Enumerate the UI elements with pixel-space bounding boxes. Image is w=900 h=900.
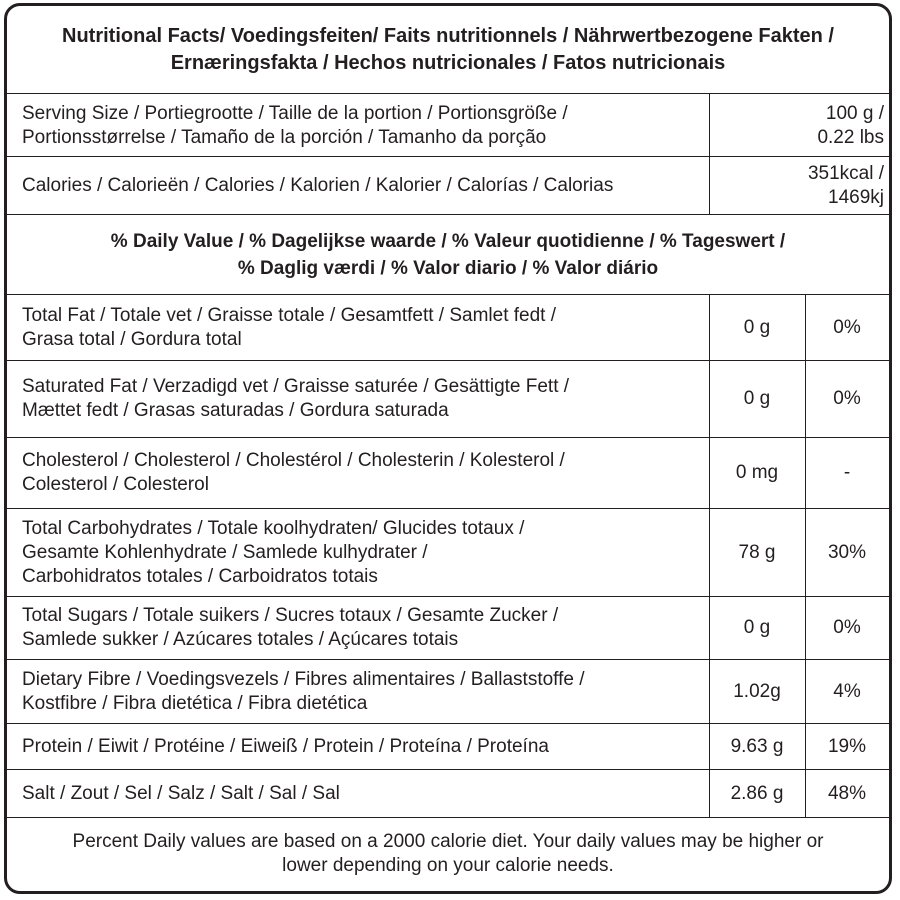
nutrient-daily-value: 19% bbox=[827, 735, 867, 757]
footer-note bbox=[7, 818, 889, 890]
nutrient-amount: 0 g bbox=[743, 388, 771, 409]
nutrient-label: Total Carbohydrates / Totale koolhydraten/ Glucides totaux / Gesamte Kohlenhydrate / Samlede kulhydrater / Carbohidratos totales / Carboidratos totais bbox=[22, 517, 525, 587]
nutrient-label: Total Fat / Totale vet / Graisse totale / Gesamtfett / Samlet fedt / Grasa total / Gordura total bbox=[22, 304, 556, 350]
nutrient-amount: 78 g bbox=[738, 541, 776, 563]
nutrient-amount: 0 g bbox=[743, 316, 771, 338]
serving-size-label-line-2: Portionsstørrelse / Tamaño de la porción / Tamanho da porção bbox=[22, 126, 547, 148]
nutrient-daily-value: - bbox=[843, 462, 851, 483]
nutrient-daily-value: 48% bbox=[827, 782, 867, 804]
nutrient-amount: 1.02g bbox=[733, 680, 781, 702]
nutrient-label: Protein / Eiwit / Protéine / Eiweiß / Protein / Proteína / Proteína bbox=[22, 735, 549, 757]
divider bbox=[7, 93, 889, 94]
nutrient-label: Saturated Fat / Verzadigd vet / Graisse saturée / Gesättigte Fett / Mættet fedt / Grasas saturadas / Gordura saturada bbox=[22, 376, 570, 421]
calories-label: Calories / Calorieën / Calories / Kalorien / Kalorier / Calorías / Calorias bbox=[22, 174, 614, 196]
daily-value-heading-line-1: % Daily Value / % Dagelijkse waarde / % Valeur quotidienne / % Tageswert / bbox=[110, 230, 786, 252]
nutrient-amount: 2.86 g bbox=[730, 782, 784, 804]
nutrition-facts-panel bbox=[4, 3, 892, 894]
serving-size-value-line-1: 100 g / bbox=[825, 102, 884, 124]
nutrient-amount: 0 g bbox=[743, 617, 771, 638]
nutrient-daily-value: 0% bbox=[833, 617, 861, 638]
serving-size-value bbox=[711, 95, 884, 156]
calories-value bbox=[711, 157, 884, 214]
serving-size-value-line-2: 0.22 lbs bbox=[817, 126, 884, 148]
nutrient-label: Salt / Zout / Sel / Salz / Salt / Sal / Sal bbox=[22, 782, 340, 804]
column-divider bbox=[709, 94, 710, 214]
calories-value-line-1: 351kcal / bbox=[807, 162, 884, 184]
footer-note-line-1: Percent Daily values are based on a 2000 calorie diet. Your daily values may be higher or bbox=[72, 831, 824, 852]
nutrient-daily-value: 0% bbox=[833, 388, 861, 409]
serving-size-label-line-1: Serving Size / Portiegrootte / Taille de la portion / Portionsgröße / bbox=[22, 102, 568, 124]
nutrient-daily-value: 4% bbox=[833, 680, 861, 702]
daily-value-heading bbox=[7, 215, 889, 294]
serving-size-label bbox=[22, 95, 707, 156]
nutrient-label: Dietary Fibre / Voedingsvezels / Fibres alimentaires / Ballaststoffe / Kostfibre / Fibra dietética / Fibra dietética bbox=[22, 668, 585, 714]
daily-value-heading-line-2: % Daglig værdi / % Valor diario / % Valor diário bbox=[237, 257, 659, 279]
title-line-1: Nutritional Facts/ Voedingsfeiten/ Faits nutritionnels / Nährwertbezogene Fakten / bbox=[62, 24, 834, 47]
footer-note-line-2: lower depending on your calorie needs. bbox=[282, 855, 614, 876]
nutrient-daily-value: 30% bbox=[827, 541, 867, 563]
calories-value-line-2: 1469kj bbox=[828, 186, 884, 208]
nutrient-label: Total Sugars / Totale suikers / Sucres totaux / Gesamte Zucker / Samlede sukker / Azúcares totales / Açúcares totais bbox=[22, 605, 559, 650]
column-divider bbox=[709, 294, 710, 817]
nutrient-label: Cholesterol / Cholesterol / Cholestérol / Cholesterin / Kolesterol / Colesterol / Colesterol bbox=[22, 450, 565, 495]
nutrient-amount: 0 mg bbox=[735, 462, 779, 483]
page-title bbox=[7, 6, 889, 93]
title-line-2: Ernæringsfakta / Hechos nutricionales / Fatos nutricionais bbox=[170, 51, 726, 74]
column-divider bbox=[805, 294, 806, 817]
nutrient-amount: 9.63 g bbox=[730, 735, 784, 757]
nutrient-daily-value: 0% bbox=[833, 316, 861, 338]
